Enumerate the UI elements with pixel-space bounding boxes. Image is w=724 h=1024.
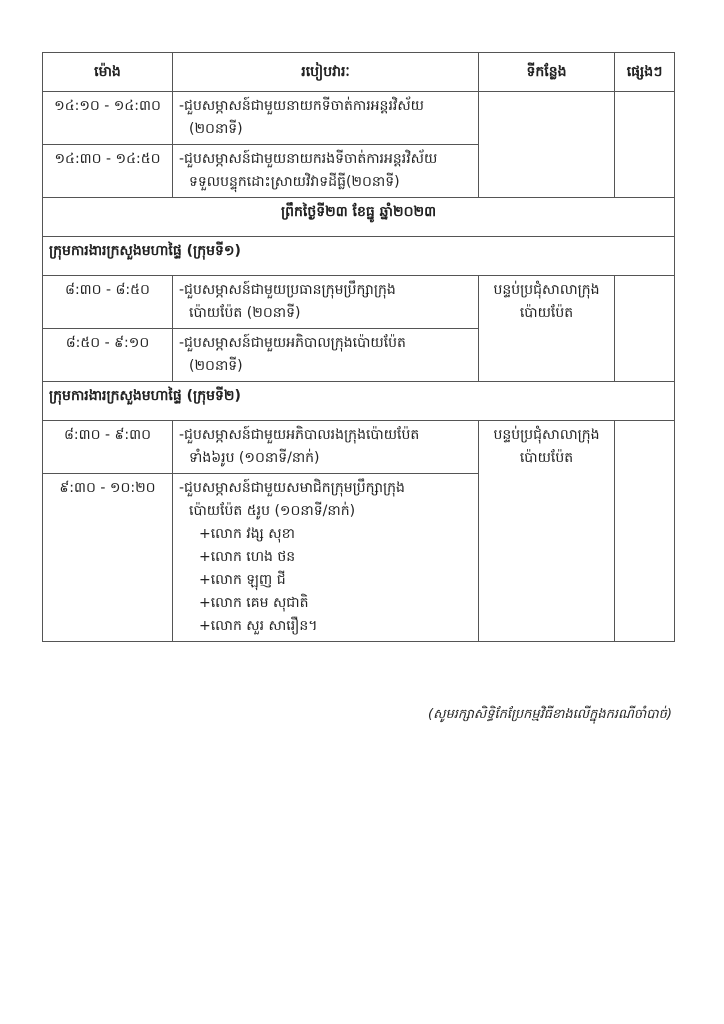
agenda-line: -ជួបសម្ភាសន៍ជាមួយនាយករងទីចាត់ការអន្តរវិស័យ bbox=[179, 151, 438, 167]
agenda-line: ទទួលបន្ទុកដោះស្រាយវិវាទដីធ្លី(២០នាទី) bbox=[189, 174, 400, 190]
agenda-cell bbox=[173, 276, 479, 329]
header-row bbox=[43, 53, 675, 92]
agenda-cell bbox=[173, 145, 479, 198]
header-agenda: របៀបវារៈ bbox=[173, 53, 479, 92]
time-cell: ៨:៥០ - ៩:១០ bbox=[43, 329, 173, 382]
person-item: +លោក ឡុញ ជី bbox=[199, 572, 286, 588]
header-location: ទីកន្លែង bbox=[479, 53, 615, 92]
time-cell: ១៤:១០ - ១៤:៣០ bbox=[43, 92, 173, 145]
person-item: +លោក សួរ សារឿន។ bbox=[199, 618, 318, 634]
schedule-table bbox=[42, 52, 675, 642]
agenda-cell bbox=[173, 421, 479, 474]
location-cell bbox=[479, 92, 615, 198]
agenda-line: (២០នាទី) bbox=[189, 121, 243, 137]
agenda-cell bbox=[173, 474, 479, 642]
agenda-line: -ជួបសម្ភាសន៍ជាមួយនាយកទីចាត់ការអន្តរវិស័យ bbox=[179, 98, 424, 114]
group2-title: ក្រុមការងារក្រសួងមហាផ្ទៃ (ក្រុមទី២) bbox=[43, 382, 675, 421]
agenda-line: -ជួបសម្ភាសន៍ជាមួយសមាជិកក្រុមប្រឹក្សាក្រុង bbox=[179, 480, 405, 496]
person-item: +លោក វង្ស សុខា bbox=[199, 526, 295, 542]
table-row bbox=[43, 421, 675, 474]
agenda-cell bbox=[173, 329, 479, 382]
time-cell: ៩:៣០ - ១០:២០ bbox=[43, 474, 173, 642]
person-item: +លោក ហេង ថន bbox=[199, 549, 296, 565]
agenda-cell bbox=[173, 92, 479, 145]
header-time: ម៉ោង bbox=[43, 53, 173, 92]
group1-title: ក្រុមការងារក្រសួងមហាផ្ទៃ (ក្រុមទី១) bbox=[43, 237, 675, 276]
header-other: ផ្សេងៗ bbox=[615, 53, 675, 92]
agenda-line: -ជួបសម្ភាសន៍ជាមួយអភិបាលក្រុងប៉ោយប៉ែត bbox=[179, 335, 406, 351]
location-cell: បន្ទប់ប្រជុំសាលាក្រុងប៉ោយប៉ែត bbox=[479, 276, 615, 382]
table-row bbox=[43, 276, 675, 329]
other-cell bbox=[615, 92, 675, 198]
agenda-line: ប៉ោយប៉ែត (២០នាទី) bbox=[189, 305, 301, 321]
agenda-line: -ជួបសម្ភាសន៍ជាមួយអភិបាលរងក្រុងប៉ោយប៉ែត bbox=[179, 427, 420, 443]
date-heading: ព្រឹកថ្ងៃទី២៣ ខែធ្នូ ឆ្នាំ២០២៣ bbox=[43, 198, 675, 237]
date-row bbox=[43, 198, 675, 237]
other-cell bbox=[615, 421, 675, 642]
time-cell: ៨:៣០ - ៩:៣០ bbox=[43, 421, 173, 474]
agenda-line: (២០នាទី) bbox=[189, 358, 243, 374]
group-row bbox=[43, 237, 675, 276]
footer-note: (សូមរក្សាសិទ្ធិកែប្រែកម្មវិធីខាងលើក្នុងករណីចាំបាច់) bbox=[428, 707, 672, 722]
agenda-line: ទាំង៦រូប (១០នាទី/នាក់) bbox=[189, 450, 320, 466]
person-item: +លោក គេម សុជាតិ bbox=[199, 595, 309, 611]
agenda-line: ប៉ោយប៉ែត ៥រូប (១០នាទី/នាក់) bbox=[189, 503, 356, 519]
group-row bbox=[43, 382, 675, 421]
agenda-line: -ជួបសម្ភាសន៍ជាមួយប្រធានក្រុមប្រឹក្សាក្រុង bbox=[179, 282, 396, 298]
location-cell: បន្ទប់ប្រជុំសាលាក្រុងប៉ោយប៉ែត bbox=[479, 421, 615, 642]
time-cell: ៨:៣០ - ៨:៥០ bbox=[43, 276, 173, 329]
other-cell bbox=[615, 276, 675, 382]
time-cell: ១៤:៣០ - ១៤:៥០ bbox=[43, 145, 173, 198]
table-row bbox=[43, 92, 675, 145]
